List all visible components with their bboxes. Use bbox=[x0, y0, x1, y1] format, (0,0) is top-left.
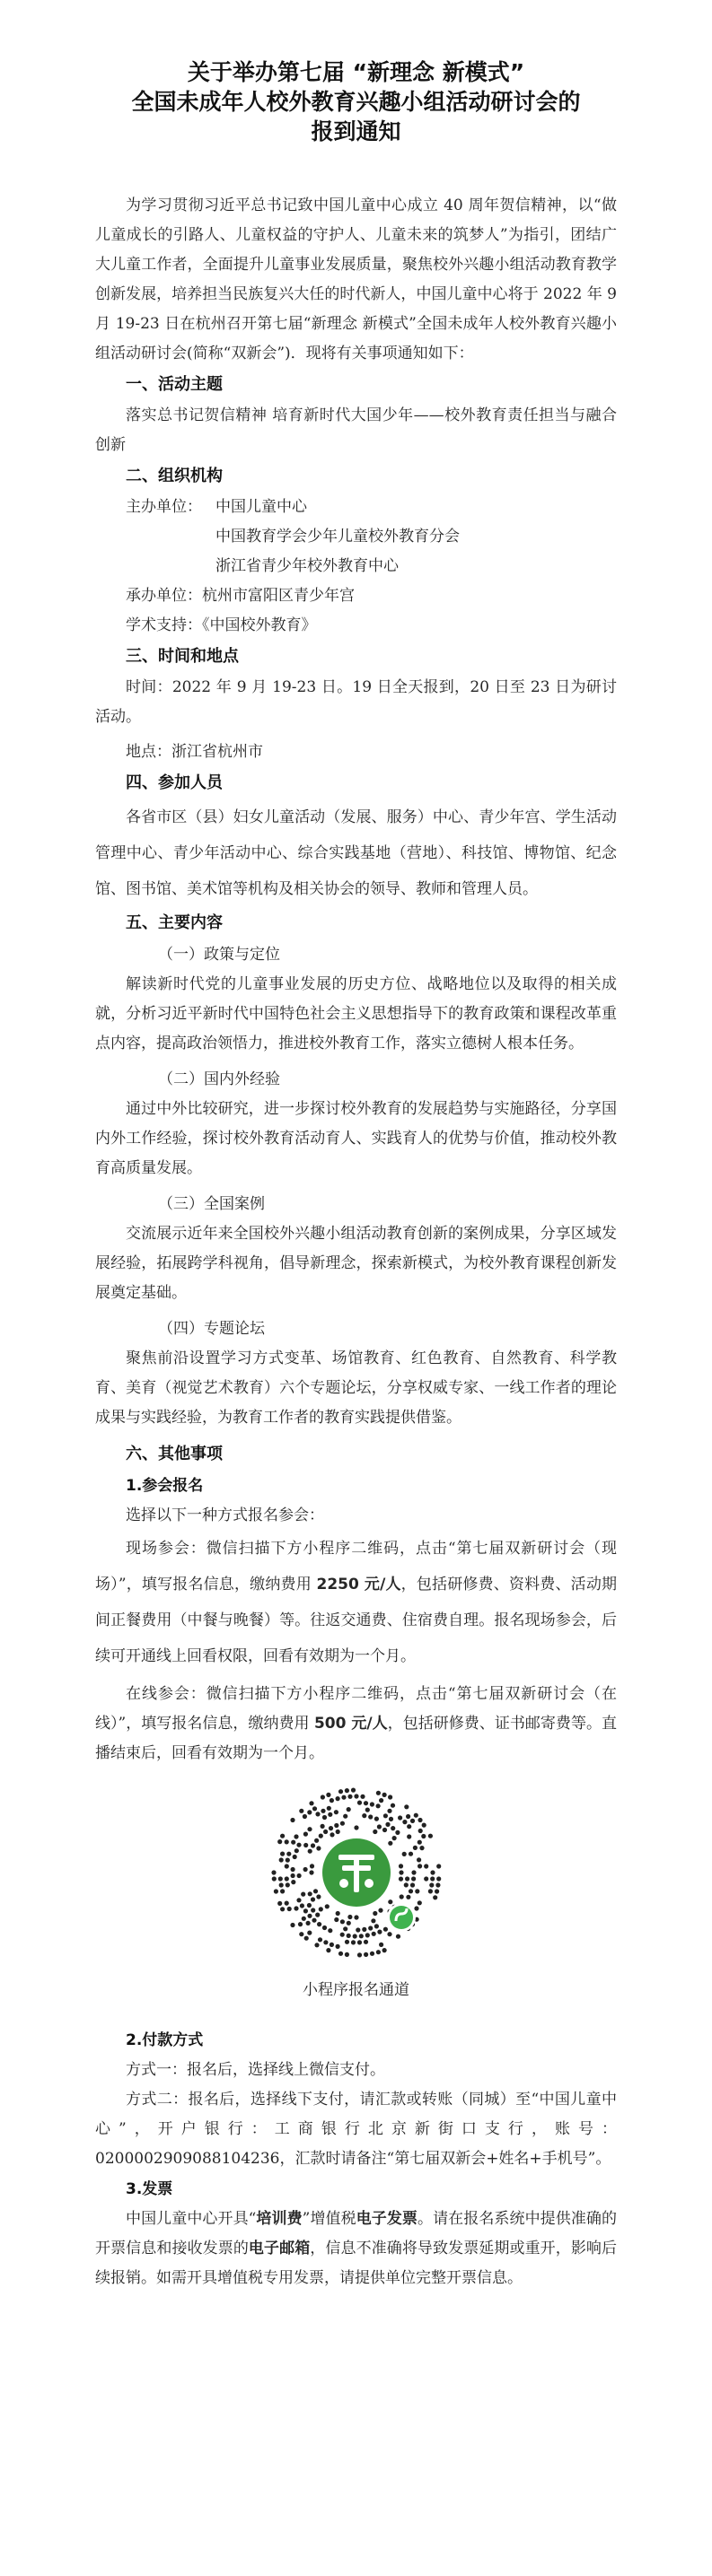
content-sub-2-heading: （二）国内外经验 bbox=[158, 1070, 280, 1088]
onsite-text-b: ，包括研修费、资料费、活动期间正餐费用（中餐与晚餐）等。往返交通费、住宿费自理。报名现场参会，后续可开通线上回看权限，回看有效期为一个月。 bbox=[95, 1576, 617, 1665]
invoice-text-a: 中国儿童中心开具“ bbox=[126, 2210, 257, 2228]
title-line-3: 报到通知 bbox=[311, 118, 401, 144]
content-sub-2-text: 通过中外比较研究，进一步探讨校外教育的发展趋势与实施路径，分享国内外工作经验，探讨校外教育活动育人、实践育人的优势与价值，推动校外教育高质量发展。 bbox=[95, 1100, 617, 1177]
title-line-1: 关于举办第七届 “新理念 新模式” bbox=[187, 59, 525, 85]
content-sub-4-heading: （四）专题论坛 bbox=[158, 1320, 265, 1338]
intro-paragraph: 为学习贯彻习近平总书记致中国儿童中心成立 40 周年贺信精神，以“做儿童成长的引路人、儿童权益的守护人、儿童未来的筑梦人”为指引，团结广大儿童工作者，全面提升儿童事业发展质量，聚焦校外兴趣小组活动教育教学创新发展，培养担当民族复兴大任的时代新人，中国儿童中心将于 2022 年 9 月 19-23 日在杭州召开第七届“新理念 新模式”全国未成年人校外教育兴趣小组活动研讨会(简称“双新会”)．现将有关事项通知如下： bbox=[95, 196, 617, 362]
invoice-format: 电子发票 bbox=[356, 2210, 418, 2228]
invoice-text-c: ”增值税 bbox=[302, 2210, 356, 2228]
qr-caption: 小程序报名通道 bbox=[303, 1981, 409, 1999]
host-unit-1: 中国儿童中心 bbox=[215, 498, 307, 516]
section-content-heading: 五、主要内容 bbox=[126, 913, 223, 932]
invoice-email: 电子邮箱 bbox=[248, 2240, 311, 2257]
payment-heading: 2.付款方式 bbox=[126, 2031, 204, 2049]
onsite-registration bbox=[95, 1531, 617, 1674]
content-sub-4-text: 聚焦前沿设置学习方式变革、场馆教育、红色教育、自然教育、科学教育、美育（视觉艺术教育）六个专题论坛，分享权威专家、一线工作者的理论成果与实践经验，为教育工作者的教育实践提供借鉴。 bbox=[95, 1349, 617, 1427]
online-registration bbox=[95, 1680, 617, 1768]
registration-intro: 选择以下一种方式报名参会： bbox=[126, 1506, 324, 1524]
payment-method-1: 方式一：报名后，选择线上微信支付。 bbox=[126, 2061, 385, 2079]
academic-support-text: 学术支持：《中国校外教育》 bbox=[126, 616, 317, 634]
participants-text: 各省市区（县）妇女儿童活动（发展、服务）中心、青少年宫、学生活动管理中心、青少年活动中心、综合实践基地（营地）、科技馆、博物馆、纪念馆、图书馆、美术馆等机构及相关协会的领导、教师和管理人员。 bbox=[95, 808, 617, 898]
invoice-text-g: ，信息不准确将导致发票延期或重开，影响后续报销。如需开具增值税专用发票，请提供单位完整开票信息。 bbox=[95, 2240, 618, 2287]
title-line-2: 全国未成年人校外教育兴趣小组活动研讨会的 bbox=[131, 89, 581, 115]
host-unit-2: 中国教育学会少年儿童校外教育分会 bbox=[215, 528, 460, 546]
section-time-place-heading: 三、时间和地点 bbox=[126, 647, 239, 666]
content-sub-3-text: 交流展示近年来全国校外兴趣小组活动教育创新的案例成果，分享区域发展经验，拓展跨学科视角，倡导新理念，探索新模式，为校外教育课程创新发展奠定基础。 bbox=[95, 1225, 617, 1302]
undertaker-unit bbox=[95, 581, 617, 611]
host-label: 主办单位： bbox=[126, 498, 202, 516]
invoice-type: 培训费 bbox=[256, 2210, 303, 2228]
invoice-heading: 3.发票 bbox=[126, 2180, 173, 2198]
academic-support bbox=[95, 611, 617, 641]
invoice-text bbox=[95, 2205, 617, 2293]
content-sub-3-heading: （三）全国案例 bbox=[158, 1195, 265, 1213]
host-unit-3: 浙江省青少年校外教育中心 bbox=[215, 557, 399, 575]
undertaker-text: 承办单位：杭州市富阳区青少年宫 bbox=[126, 587, 355, 605]
section-theme-text: 落实总书记贺信精神 培育新时代大国少年——校外教育责任担当与融合创新 bbox=[95, 406, 617, 454]
event-time: 时间：2022 年 9 月 19-23 日。19 日全天报到，20 日至 23 日为研讨活动。 bbox=[95, 678, 617, 726]
mini-program-qr-code[interactable] bbox=[268, 1785, 444, 1960]
online-fee: 500 元/人 bbox=[313, 1715, 388, 1733]
payment-method-2: 方式二：报名后，选择线下支付，请汇款或转账（同城）至“中国儿童中心”，开户银行：工商银行北京新街口支行，账号：0200002909088104236，汇款时请备注“第七届双新会+姓名+手机号”。 bbox=[95, 2091, 617, 2168]
registration-heading: 1.参会报名 bbox=[126, 1477, 204, 1495]
section-theme-heading: 一、活动主题 bbox=[126, 375, 223, 394]
content-sub-1-text: 解读新时代党的儿童事业发展的历史方位、战略地位以及取得的相关成就，分析习近平新时代中国特色社会主义思想指导下的教育政策和课程改革重点内容，提高政治领悟力，推进校外教育工作，落实立德树人根本任务。 bbox=[95, 975, 617, 1052]
online-text-b: ，包括研修费、证书邮寄费等。直播结束后，回看有效期为一个月。 bbox=[95, 1715, 618, 1762]
section-organization-heading: 二、组织机构 bbox=[126, 467, 223, 485]
onsite-fee: 2250 元/人 bbox=[316, 1576, 401, 1594]
section-participants-heading: 四、参加人员 bbox=[126, 773, 223, 792]
host-units bbox=[95, 493, 617, 522]
mini-program-qr-block bbox=[95, 1785, 617, 2005]
content-sub-1-heading: （一）政策与定位 bbox=[158, 946, 280, 964]
event-place: 地点：浙江省杭州市 bbox=[126, 743, 263, 761]
invoice-text-e: 。请在报名系统中提供准确的开票信息和接收发票的 bbox=[95, 2210, 617, 2257]
notice-title bbox=[95, 0, 617, 146]
online-text-a: 在线参会：微信扫描下方小程序二维码，点击“第七届双新研讨会（在线）”，填写报名信息，缴纳费用 bbox=[95, 1685, 617, 1733]
onsite-text-a: 现场参会：微信扫描下方小程序二维码，点击“第七届双新研讨会（现场）”，填写报名信息，缴纳费用 bbox=[95, 1540, 617, 1594]
mini-program-badge-icon bbox=[390, 1906, 413, 1929]
section-other-heading: 六、其他事项 bbox=[126, 1445, 223, 1463]
